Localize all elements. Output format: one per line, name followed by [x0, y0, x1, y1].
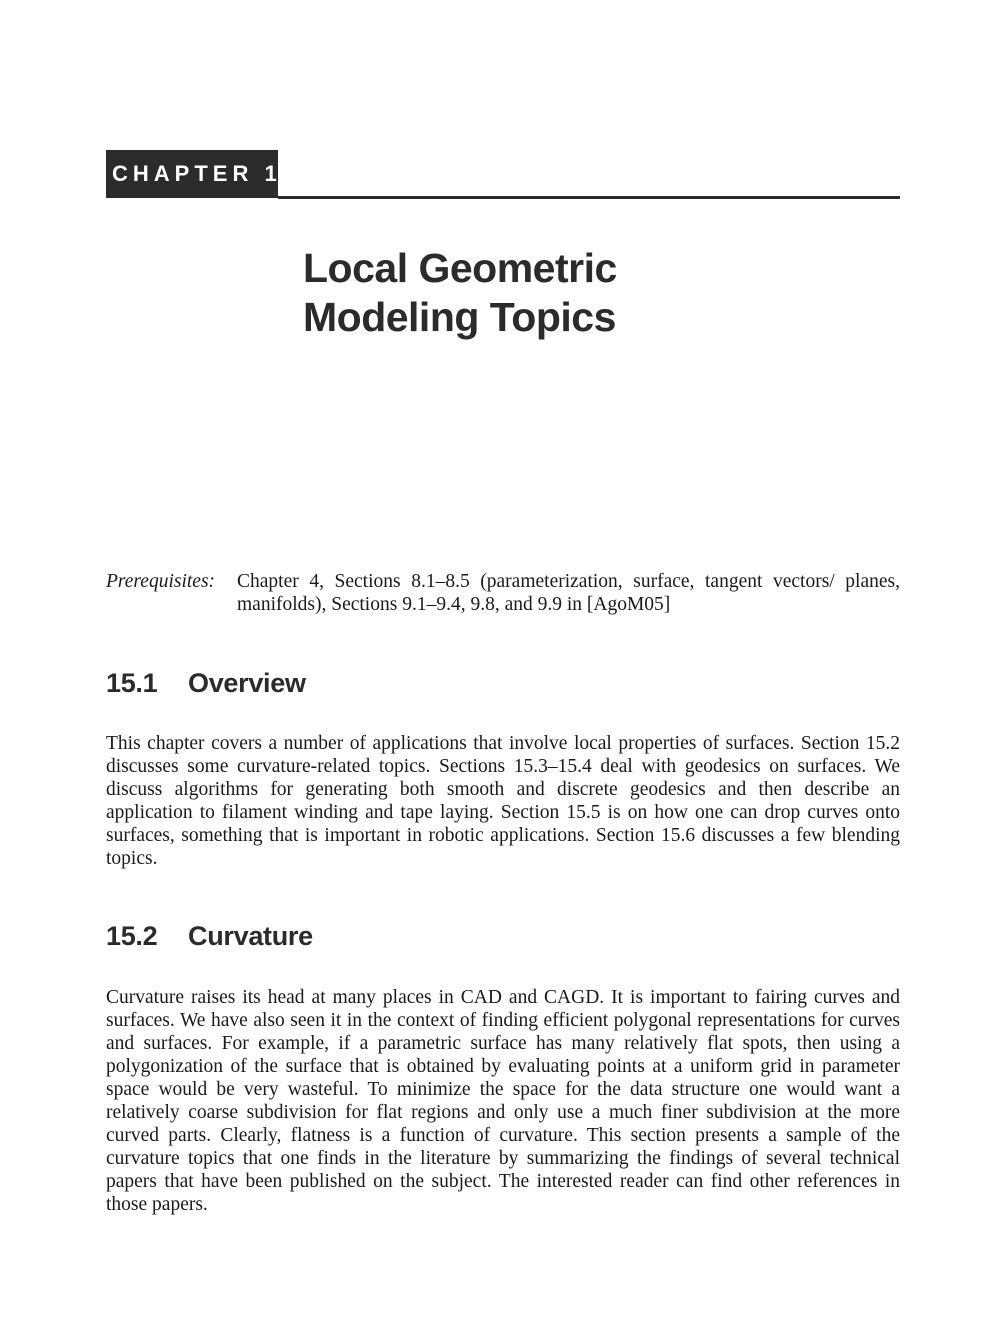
- chapter-label: CHAPTER 15: [106, 150, 278, 198]
- curvature-paragraph: Curvature raises its head at many places in CAD and CAGD. It is important to fairing curves and surfaces. We have also seen it in the context of finding efficient polygonal representations for curves and surfaces. For example, if a parametric surface has many relatively flat spots, then using a polygonization of the surface that is obtained by evaluating points at a uniform grid in parameter space would be very wasteful. To minimize the space for the data structure one would want a relatively coarse subdivision for flat regions and only use a much finer subdivision at the more curved parts. Clearly, flatness is a function of curvature. This section presents a sample of the curvature topics that one finds in the literature by summarizing the findings of several technical papers that have been published on the subject. The interested reader can find other references in those papers.: [106, 987, 900, 1215]
- chapter-title-line-2: Modeling Topics: [303, 294, 616, 340]
- prerequisites: [106, 570, 900, 616]
- section-number: 15.1: [106, 668, 158, 698]
- prerequisites-text: Chapter 4, Sections 8.1–8.5 (parameterization, surface, tangent vectors/ planes, manifolds), Sections 9.1–9.4, 9.8, and 9.9 in [AgoM05]: [237, 571, 900, 615]
- chapter-title: [303, 244, 617, 342]
- section-heading-curvature: [106, 920, 313, 952]
- section-title: Curvature: [188, 921, 313, 951]
- section-title: Overview: [188, 668, 306, 698]
- overview-paragraph: This chapter covers a number of applications that involve local properties of surfaces. Section 15.2 discusses some curvature-related topics. Sections 15.3–15.4 deal with geodesics on surfaces. We discuss algorithms for generating both smooth and discrete geodesics and then describe an application to filament winding and tape laying. Section 15.5 is on how one can drop curves onto surfaces, something that is important in robotic applications. Section 15.6 discusses a few blending topics.: [106, 733, 900, 869]
- chapter-title-line-1: Local Geometric: [303, 245, 617, 291]
- section-number: 15.2: [106, 921, 158, 951]
- chapter-rule: [278, 196, 900, 199]
- chapter-header: [106, 150, 900, 198]
- section-heading-overview: [106, 667, 306, 699]
- prerequisites-label: Prerequisites:: [106, 571, 216, 592]
